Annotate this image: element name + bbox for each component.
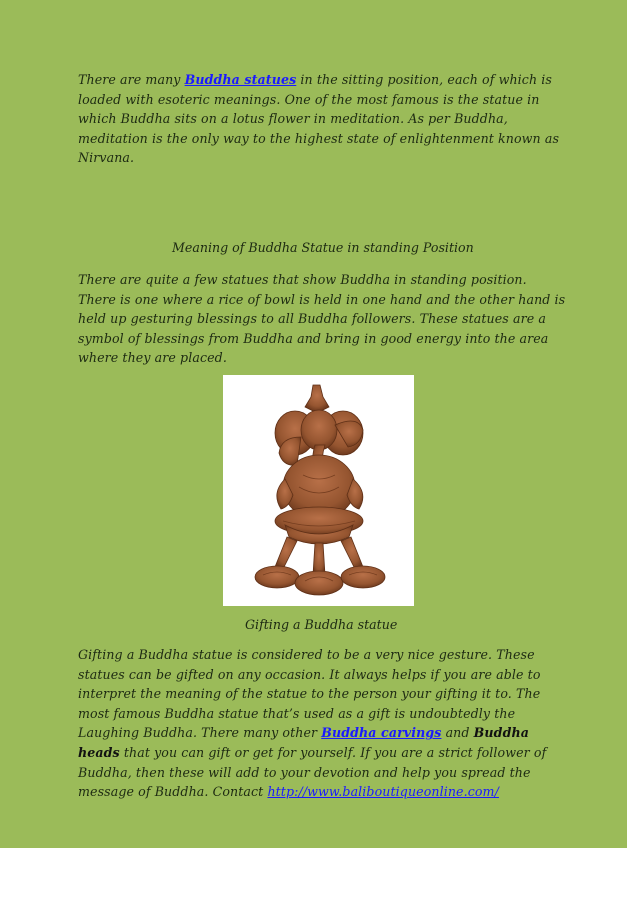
buddha-heads-text: Buddha heads	[78, 725, 529, 760]
standing-position-paragraph: There are quite a few statues that show Buddha in standing position. There is one where a rice of bowl is held in one hand and the other hand is held up gesturing blessings to all Buddha followers. These statues are a symbol of blessings from Buddha and bring in good energy into the area where they are placed.	[78, 272, 566, 366]
website-link[interactable]: http://www.baliboutiqueonline.com/	[267, 784, 499, 800]
gifting-text-3: that you can gift or get for yourself. If you are a strict follower of Buddha, then these will add to your devotion and help you spread the message of Buddha. Contact	[78, 744, 547, 800]
intro-text-before: There are many	[78, 72, 185, 87]
intro-text-after: in the sitting position, each of which is loaded with esoteric meanings. One of the most famous is the statue in which Buddha sits on a lotus flower in meditation. As per Buddha, meditation is the only way to the highest state of enlightenment known as Nirvana.	[78, 72, 560, 166]
standing-position-heading: Meaning of Buddha Statue in standing Position	[172, 240, 474, 255]
buddha-carvings-link[interactable]: Buddha carvings	[321, 725, 442, 741]
ganesha-statue-illustration	[223, 375, 414, 606]
gifting-text-1: Gifting a Buddha statue is considered to be a very nice gesture. These statues can be gifted on any occasion. It always helps if you are able to interpret the meaning of the statue to the person your gifting it to. The most famous Buddha statue that’s used as a gift is undoubtedly the Laughing Buddha. There many other	[78, 647, 541, 741]
intro-paragraph	[78, 70, 568, 168]
buddha-statues-link[interactable]: Buddha statues	[184, 72, 297, 87]
ganesha-statue-image	[223, 375, 414, 606]
gifting-paragraph	[78, 645, 568, 802]
gifting-text-2: and	[441, 725, 474, 741]
gifting-heading: Gifting a Buddha statue	[245, 617, 398, 632]
